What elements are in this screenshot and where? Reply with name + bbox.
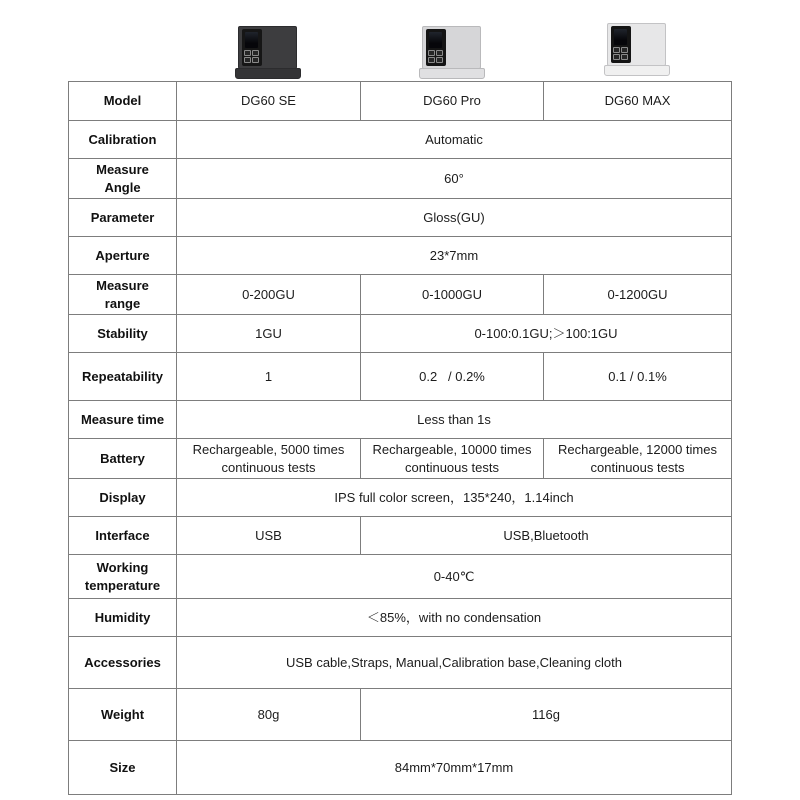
device-screen [245, 32, 258, 48]
spec-cell: ＜85%，with no condensation [177, 599, 732, 637]
device-display-panel [426, 29, 446, 66]
row-label: Battery [69, 439, 177, 479]
device-body [238, 26, 297, 69]
row-label: Interface [69, 517, 177, 555]
row-label: Model [69, 82, 177, 121]
spec-cell: 0-200GU [177, 275, 361, 315]
spec-cell: 0.2 / 0.2% [361, 353, 544, 401]
device-screen [429, 32, 442, 48]
spec-cell: Rechargeable, 10000 times continuous tests [361, 439, 544, 479]
product-image-dg60-max [604, 23, 670, 76]
table-row-battery [69, 439, 732, 479]
spec-cell: 0-1000GU [361, 275, 544, 315]
table-row-interface [69, 517, 732, 555]
device-display-panel [611, 26, 631, 63]
row-label: Measure time [69, 401, 177, 439]
spec-cell: 116g [361, 689, 732, 741]
device-display-panel [242, 29, 262, 66]
row-label: Weight [69, 689, 177, 741]
row-label: Parameter [69, 199, 177, 237]
row-label: Stability [69, 315, 177, 353]
spec-cell: 0-40℃ [177, 555, 732, 599]
spec-cell: 84mm*70mm*17mm [177, 741, 732, 795]
device-base [604, 65, 670, 76]
table-row-measure-range [69, 275, 732, 315]
spec-cell: 0-100:0.1GU;＞100:1GU [361, 315, 732, 353]
spec-cell: 1GU [177, 315, 361, 353]
spec-cell: DG60 SE [177, 82, 361, 121]
spec-cell: 80g [177, 689, 361, 741]
table-row-display [69, 479, 732, 517]
table-row-size [69, 741, 732, 795]
spec-cell: USB [177, 517, 361, 555]
device-screen [614, 29, 627, 45]
spec-cell: USB cable,Straps, Manual,Calibration base,Cleaning cloth [177, 637, 732, 689]
table-row-working-temperature [69, 555, 732, 599]
row-label: Calibration [69, 121, 177, 159]
device-buttons [428, 50, 443, 63]
device-base [419, 68, 485, 79]
table-row-weight [69, 689, 732, 741]
table-row-parameter [69, 199, 732, 237]
row-label: Measure range [69, 275, 177, 315]
row-label: Humidity [69, 599, 177, 637]
device-buttons [244, 50, 259, 63]
spec-cell: Rechargeable, 5000 times continuous tests [177, 439, 361, 479]
table-row-accessories [69, 637, 732, 689]
table-row-aperture [69, 237, 732, 275]
spec-cell: USB,Bluetooth [361, 517, 732, 555]
spec-cell: IPS full color screen，135*240，1.14inch [177, 479, 732, 517]
spec-cell: DG60 MAX [544, 82, 732, 121]
spec-cell: Less than 1s [177, 401, 732, 439]
device-body [607, 23, 666, 66]
spec-cell: 0-1200GU [544, 275, 732, 315]
product-image-dg60-pro [419, 26, 485, 79]
table-row-measure-time [69, 401, 732, 439]
table-row-humidity [69, 599, 732, 637]
spec-cell: 1 [177, 353, 361, 401]
row-label: Aperture [69, 237, 177, 275]
spec-cell: 0.1 / 0.1% [544, 353, 732, 401]
device-body [422, 26, 481, 69]
device-buttons [613, 47, 628, 60]
table-row-model [69, 82, 732, 121]
spec-cell: Gloss(GU) [177, 199, 732, 237]
table-row-measure-angle [69, 159, 732, 199]
row-label: Accessories [69, 637, 177, 689]
table-row-calibration [69, 121, 732, 159]
table-row-repeatability [69, 353, 732, 401]
spec-table [68, 81, 732, 795]
row-label: Repeatability [69, 353, 177, 401]
row-label: Display [69, 479, 177, 517]
row-label: Working temperature [69, 555, 177, 599]
row-label: Size [69, 741, 177, 795]
spec-cell: DG60 Pro [361, 82, 544, 121]
spec-cell: Automatic [177, 121, 732, 159]
device-base [235, 68, 301, 79]
spec-cell: 23*7mm [177, 237, 732, 275]
spec-cell: 60° [177, 159, 732, 199]
spec-cell: Rechargeable, 12000 times continuous tests [544, 439, 732, 479]
product-image-dg60-se [235, 26, 301, 79]
table-row-stability [69, 315, 732, 353]
row-label: Measure Angle [69, 159, 177, 199]
